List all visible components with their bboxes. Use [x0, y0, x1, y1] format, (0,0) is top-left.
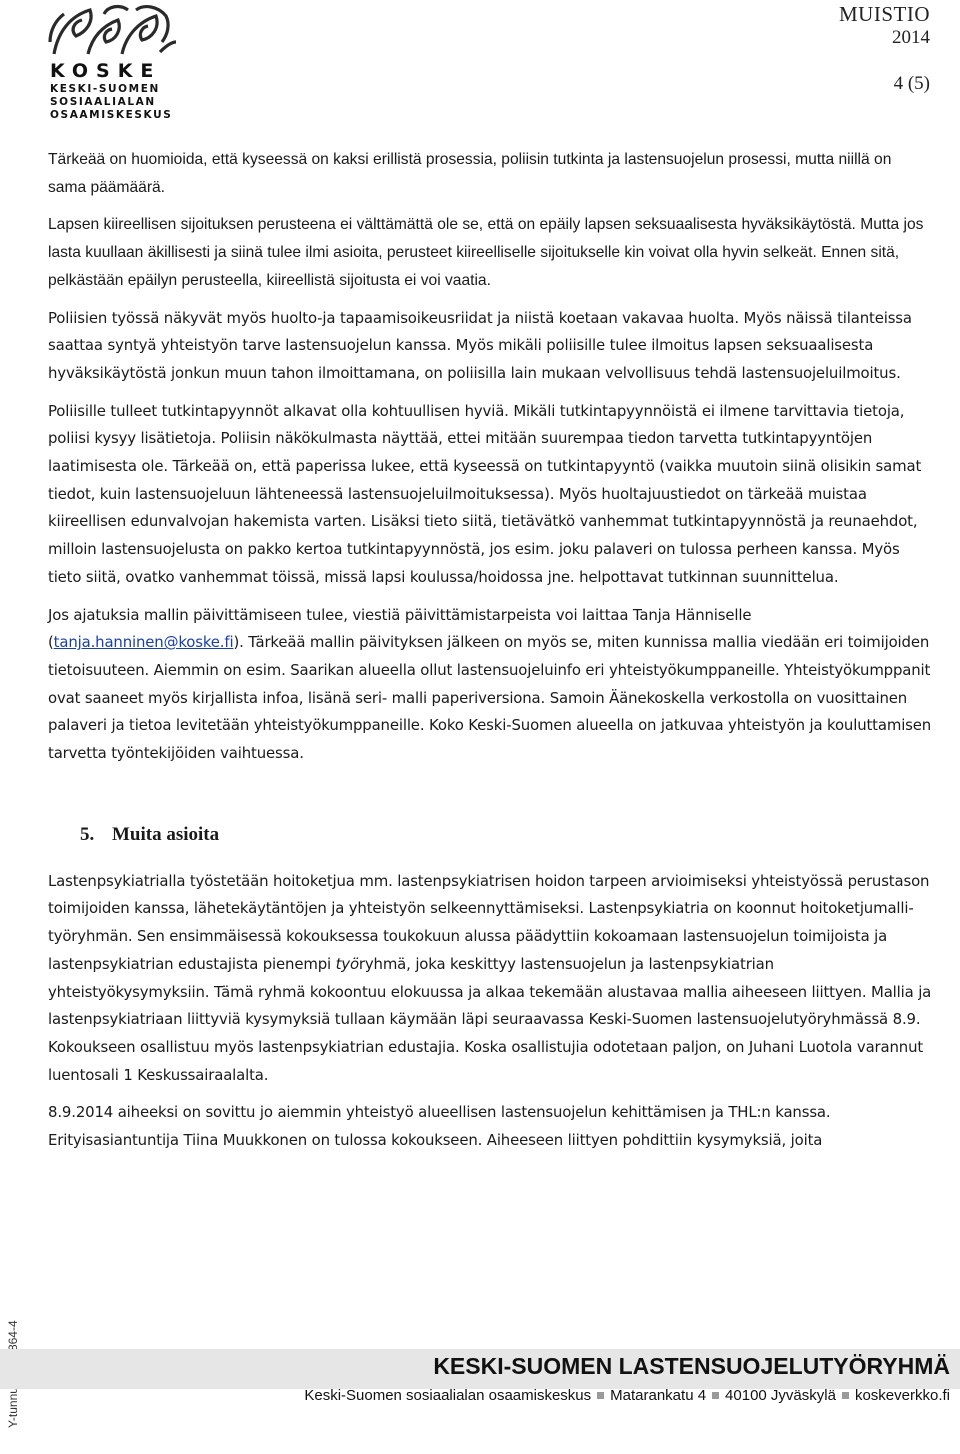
footer-title: KESKI-SUOMEN LASTENSUOJELUTYÖRYHMÄ — [433, 1353, 950, 1379]
section-number: 5. — [80, 823, 95, 845]
paragraph-5 — [48, 602, 932, 768]
paragraph-6-text-a: Lastenpsykiatrialla työstetään hoitoketjua mm. lastenpsykiatrisen hoidon tarpeen arvioimiseksi yhteistyössä perustason toimijoiden kanssa, lähetekäytäntöjen ja yhteistyön selkeennyttämiseksi. Lastenpsykiatria on koonnut hoitoketjumalli-työryhmän. Sen ensimmäisessä kokouksessa toukokuun alussa päädyttiin kokoamaan lastensuojelun toimijoista ja lastenpsykiatrian edustajista pienempi — [48, 871, 930, 973]
logo-name: KOSKE — [50, 60, 162, 82]
separator-square-icon — [597, 1392, 604, 1399]
logo-subtitle-2: SOSIAALIALAN — [50, 96, 156, 108]
koske-logo — [48, 2, 188, 120]
paragraph-7: 8.9.2014 aiheeksi on sovittu jo aiemmin yhteistyö alueellisen lastensuojelun kehittämisen ja THL:n kanssa. Erityisasiantuntija Tiina Muukkonen on tulossa kokoukseen. Aiheeseen liittyen pohdittiin kysymyksiä, joita — [48, 1103, 831, 1150]
koske-logo-emblem-icon — [48, 2, 178, 60]
footer-web[interactable]: koskeverkko.fi — [854, 1387, 950, 1404]
logo-subtitle-3: OSAAMISKESKUS — [50, 109, 173, 121]
section-title: Muita asioita — [112, 823, 220, 845]
logo-subtitle-1: KESKI-SUOMEN — [50, 83, 160, 95]
page-number: 4 (5) — [893, 73, 930, 94]
email-link[interactable]: tanja.hanninen@koske.fi — [53, 633, 234, 652]
paragraph-2: Lapsen kiireellisen sijoituksen perusteena ei välttämättä ole se, että on epäily lapsen seksuaalisesta hyväksikäytöstä. Mutta jos lasta kuullaan äkillisesti ja siinä tulee ilmi asioita, perusteet kiireelliselle sijoitukselle kin voivat olla hyvin selkeät. Ennen sitä, pelkästään epäilyn perusteella, kiireellistä sijoitusta ei voi vaatia. — [48, 216, 924, 289]
footer-street: Matarankatu 4 — [610, 1387, 707, 1404]
document-type: MUISTIO — [839, 2, 930, 26]
document-year: 2014 — [892, 27, 930, 48]
footer-city: 40100 Jyväskylä — [725, 1387, 836, 1404]
paragraph-5-text-b: ). Tärkeää mallin päivityksen jälkeen on myös se, miten kunnissa mallia viedään eri toimijoiden tietoisuuteen. Aiemmin on esim. Saarikan alueella ollut lastensuojeluinfo eri yhteistyökumppaneille. Yhteistyökumppanit ovat saaneet myös kirjallista infoa, lisänä seri- malli paperiversiona. Samoin Äänekoskella verkostolla on vuosittainen palaveri ja tietoa levitetään yhteistyökumppaneille. Koko Keski-Suomen alueella on jatkuvaa yhteistyön ja kouluttamisen tarvetta työntekijöiden vaihtuessa. — [48, 633, 932, 763]
separator-square-icon — [842, 1392, 849, 1399]
paragraph-3: Poliisien työssä näkyvät myös huolto-ja tapaamisoikeusriidat ja niistä koetaan vakavaa huolta. Myös näissä tilanteissa saattaa syntyä yhteistyön tarve lastensuojelun kanssa. Myös mikäli poliisille tulee ilmoitus lapsen seksuaalisesta hyväksikäytöstä jonkun muun tahon ilmoittamana, on poliisilla lain mukaan velvollisuus tehdä lastensuojeluilmoitus. — [48, 308, 912, 382]
footer-contact — [304, 1387, 950, 1404]
paragraph-5-text-a: Jos ajatuksia mallin päivittämiseen tulee, viestiä päivittämistarpeista voi laittaa Tanja Hänniselle ( — [48, 605, 752, 652]
paragraph-6-italic: työ — [335, 954, 359, 973]
paragraph-4: Poliisille tulleet tutkintapyynnöt alkavat olla kohtuullisen hyviä. Mikäli tutkintapyynnöistä ei ilmene tarvittavia tietoja, poliisi kysyy lisätietoja. Poliisin näkökulmasta näyttää, ettei mitään suurempaa tiedon tarvetta tutkintapyyntöjen laatimisesta ole. Tärkeää on, että paperissa lukee, että kyseessä on tutkintapyyntö (vaikka muutoin siinä olisikin samat tiedot, kuin lastensuojeluun lähteneessä lastensuojeluilmoituksessa). Myös huoltajuustiedot on tärkeää muistaa kiireellisen edunvalvojan hakemista varten. Lisäksi tieto siitä, tietävätkö vanhemmat tutkintapyynnöstä ja reunaehdot, milloin lastensuojelusta on pakko kertoa tutkintapyynnöstä, jos esim. joku palaveri on tulossa perheen kanssa. Myös tieto siitä, ovatko vanhemmat töissä, missä lapsi koulussa/hoidossa jne. helpottavat tutkinnan suunnittelua. — [48, 401, 922, 586]
document-body — [48, 146, 932, 1165]
paragraph-6 — [48, 868, 932, 1090]
separator-square-icon — [712, 1392, 719, 1399]
paragraph-6-text-b: ryhmä, joka keskittyy lastensuojelun ja lastenpsykiatrian yhteistyökysymyksiin. Tämä ryhmä kokoontuu elokuussa ja alkaa tekemään alustavaa mallia aiheeseen liittyen. Mallia ja lastenpsykiatriaan liittyviä kysymyksiä tullaan käymään läpi seuraavassa Keski-Suomen lastensuojelutyöryhmässä 8.9. Kokoukseen osallistuu myös lastenpsykiatrian edustajia. Koska osallistujia odotetaan paljon, on Juhani Luotola varannut luentosali 1 Keskussairaalalta. — [48, 954, 932, 1084]
paragraph-1: Tärkeää on huomioida, että kyseessä on kaksi erillistä prosessia, poliisin tutkinta ja lastensuojelun prosessi, mutta niillä on sama päämäärä. — [48, 151, 892, 196]
footer-org: Keski-Suomen sosiaalialan osaamiskeskus — [304, 1387, 592, 1404]
section-heading — [80, 824, 932, 846]
